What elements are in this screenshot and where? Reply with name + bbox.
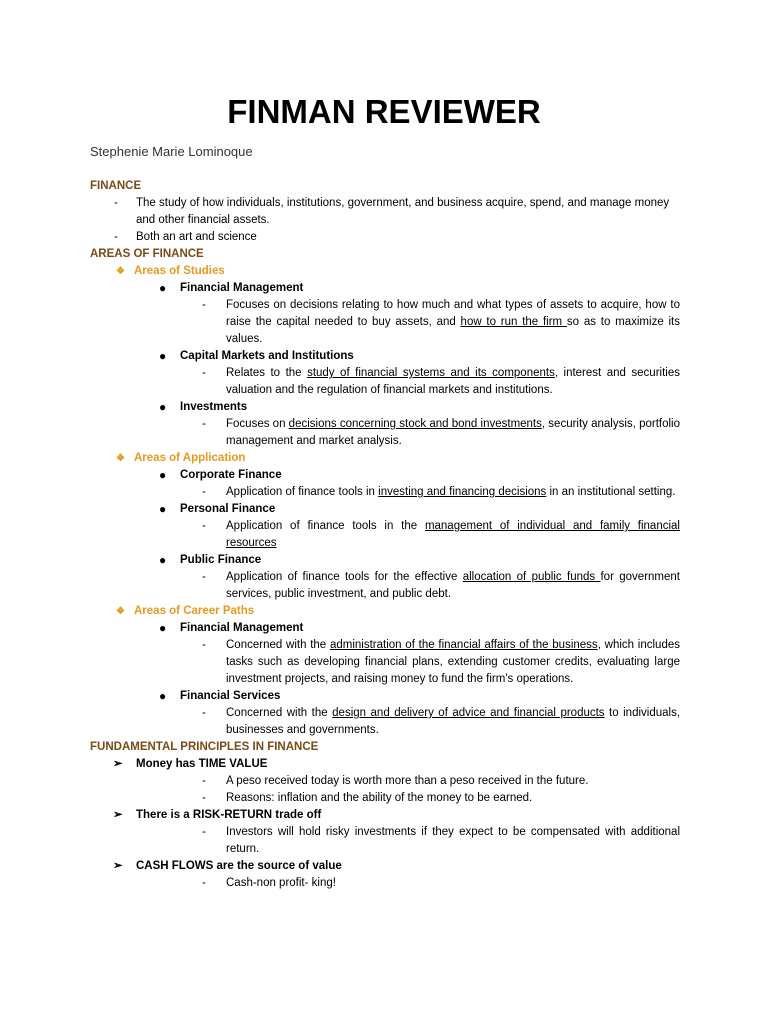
document-title: FINMAN REVIEWER	[227, 93, 541, 130]
bullet-icon: ●	[159, 281, 167, 295]
description: - Focuses on decisions relating to how much and what types of assets to acquire, how to raise the capital needed to buy assets, and how to run the firm so as to maximize its values.	[202, 299, 680, 345]
arrow-icon: ➢	[113, 809, 123, 821]
list-item: - Both an art and science	[90, 229, 680, 246]
bullet-item: ● Financial Services	[159, 689, 281, 703]
bullet-icon: ●	[159, 400, 167, 414]
subheading-areas-of-studies: ❖ Areas of Studies	[90, 263, 680, 280]
author-name: Stephenie Marie Lominoque	[90, 144, 253, 159]
heading-fundamental-principles: FUNDAMENTAL PRINCIPLES IN FINANCE	[90, 741, 319, 753]
dash-marker: -	[114, 197, 118, 209]
diamond-icon: ❖	[116, 266, 125, 277]
bullet-icon: ●	[159, 468, 167, 482]
description: - Application of finance tools in the management of individual and family financial resources	[202, 520, 680, 549]
list-item: - The study of how individuals, institutions, government, and business acquire, spend, and manage money and other financial assets.	[114, 197, 670, 226]
heading-areas-of-finance: AREAS OF FINANCE	[90, 248, 204, 260]
description: - Investors will hold risky investments if they expect to be compensated with additional return.	[202, 826, 680, 855]
diamond-icon: ❖	[116, 606, 125, 617]
description: - A peso received today is worth more than a peso received in the future.	[202, 775, 589, 787]
bullet-icon: ●	[159, 553, 167, 567]
bullet-icon: ●	[159, 349, 167, 363]
bullet-item: ● Investments	[159, 400, 248, 414]
description: - Concerned with the design and delivery of advice and financial products to individuals, businesses and governments.	[202, 707, 681, 736]
description: - Focuses on decisions concerning stock and bond investments, security analysis, portfolio management and market analysis.	[202, 418, 680, 447]
description: - Application of finance tools in investing and financing decisions in an institutional setting.	[202, 486, 676, 498]
subheading-areas-of-application: ❖ Areas of Application	[90, 450, 680, 467]
bullet-item: ● Corporate Finance	[159, 468, 282, 482]
dash-marker: -	[114, 231, 118, 243]
subheading-areas-of-career-paths: ❖ Areas of Career Paths	[90, 603, 680, 620]
description: - Relates to the study of financial systems and its components, interest and securities valuation and the regulation of financial markets and institutions.	[202, 367, 680, 396]
principle-item: ➢ There is a RISK-RETURN trade off	[90, 807, 680, 824]
bullet-item: ● Financial Management	[159, 621, 304, 635]
principle-item: ➢ Money has TIME VALUE	[90, 756, 680, 773]
bullet-icon: ●	[159, 502, 167, 516]
principle-item: ➢ CASH FLOWS are the source of value	[90, 858, 680, 875]
description: - Application of finance tools for the effective allocation of public funds for government services, public investment, and public debt.	[202, 571, 680, 600]
arrow-icon: ➢	[113, 860, 123, 872]
description: - Cash-non profit- king!	[202, 877, 336, 889]
bullet-icon: ●	[159, 689, 167, 703]
document-body	[90, 178, 680, 892]
bullet-item: ● Capital Markets and Institutions	[159, 349, 354, 363]
bullet-item: ● Personal Finance	[159, 502, 276, 516]
arrow-icon: ➢	[113, 758, 123, 770]
bullet-item: ● Financial Management	[159, 281, 304, 295]
diamond-icon: ❖	[116, 453, 125, 464]
heading-finance: FINANCE	[90, 180, 142, 192]
description: - Reasons: inflation and the ability of the money to be earned.	[202, 792, 533, 804]
bullet-item: ● Public Finance	[159, 553, 262, 567]
bullet-icon: ●	[159, 621, 167, 635]
description: - Concerned with the administration of the financial affairs of the business, which includes tasks such as developing financial plans, extending customer credits, evaluating large investment projects, and raising money to fund the firm's operations.	[202, 639, 680, 685]
